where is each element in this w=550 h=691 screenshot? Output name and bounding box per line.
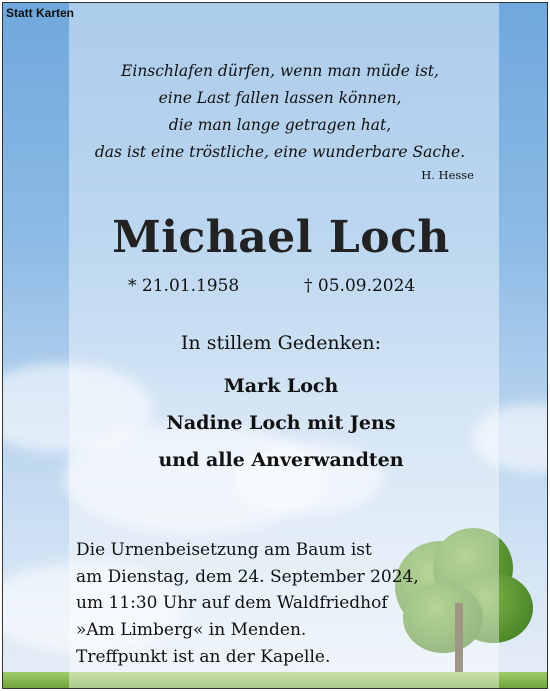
- poem: [80, 58, 480, 166]
- ceremony-line: Die Urnenbeisetzung am Baum ist: [76, 540, 372, 560]
- mourner-list: [66, 368, 496, 479]
- poem-author: H. Hesse: [421, 168, 474, 182]
- meeting-point: Treffpunkt ist an der Kapelle.: [76, 647, 331, 667]
- ceremony-info: [76, 537, 419, 643]
- mourning-intro: In stillem Gedenken:: [180, 332, 382, 354]
- deceased-name: Michael Loch: [112, 212, 450, 263]
- birth-date: * 21.01.1958: [128, 276, 240, 296]
- poem-line: Einschlafen dürfen, wenn man müde ist,: [121, 62, 439, 80]
- mourner-name: und alle Anverwandten: [158, 449, 404, 471]
- ceremony-line: am Dienstag, dem 24. September 2024,: [76, 566, 419, 587]
- mourner-name: Mark Loch: [223, 375, 339, 397]
- poem-line: das ist eine tröstliche, eine wunderbare Sache.: [94, 143, 466, 161]
- ceremony-line: »Am Limberg« in Menden.: [76, 619, 307, 640]
- mourner-name: Nadine Loch mit Jens: [166, 412, 396, 434]
- death-date: † 05.09.2024: [304, 276, 416, 296]
- ceremony-line: um 11:30 Uhr auf dem Waldfriedhof: [76, 593, 388, 613]
- poem-line: eine Last fallen lassen können,: [158, 89, 402, 107]
- poem-line: die man lange getragen hat,: [168, 116, 392, 134]
- header-tag: Statt Karten: [6, 6, 75, 20]
